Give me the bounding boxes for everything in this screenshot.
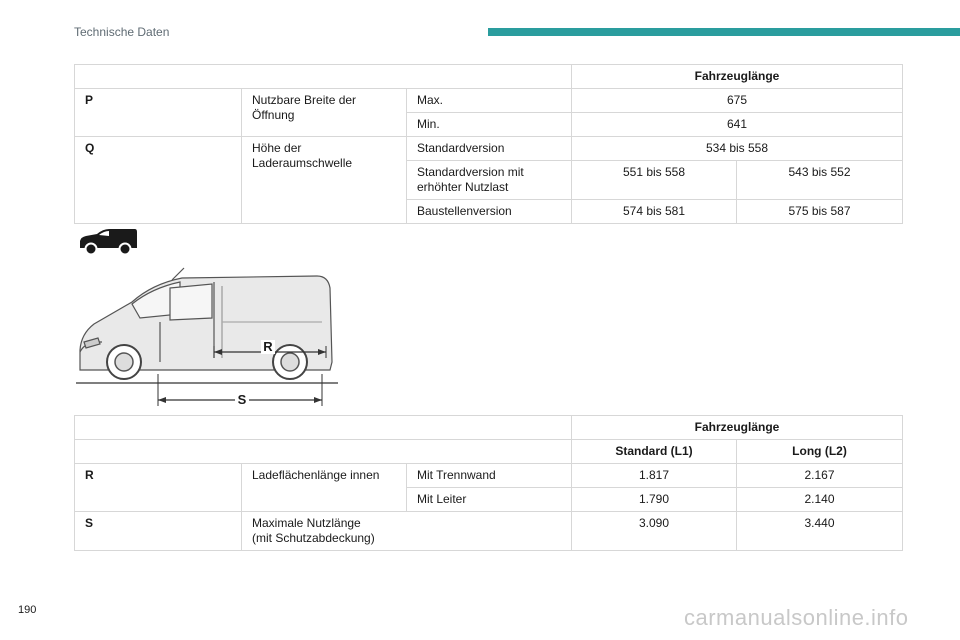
column-header-long: Long (L2) <box>737 440 903 464</box>
row-sublabel: Baustellenversion <box>407 200 572 224</box>
row-value: 551 bis 558 <box>572 161 737 200</box>
row-value: 3.090 <box>572 512 737 551</box>
row-label-line: Maximale Nutzlänge <box>252 516 361 530</box>
table-header-blank <box>75 65 572 89</box>
watermark: carmanualsonline.info <box>684 605 909 630</box>
row-code: R <box>75 464 242 512</box>
row-label: Höhe der Laderaumschwelle <box>242 137 407 224</box>
row-value: 3.440 <box>737 512 903 551</box>
table-header-vehicle-length: Fahrzeuglänge <box>572 65 903 89</box>
table-header-vehicle-length: Fahrzeuglänge <box>572 416 903 440</box>
table-row <box>75 512 903 551</box>
row-value: 575 bis 587 <box>737 200 903 224</box>
row-label: Ladeflächenlänge innen <box>242 464 407 512</box>
row-sublabel: Mit Trennwand <box>407 464 572 488</box>
row-label <box>242 512 572 551</box>
table-row <box>75 137 903 161</box>
page-number: 190 <box>18 604 37 616</box>
row-code: Q <box>75 137 242 224</box>
row-value: 1.817 <box>572 464 737 488</box>
row-value: 641 <box>572 113 903 137</box>
opening-dimensions-table <box>74 64 903 224</box>
table-header-blank <box>75 416 572 440</box>
van-icon <box>77 226 139 256</box>
dimension-label-r: R <box>263 339 273 354</box>
row-code: P <box>75 89 242 137</box>
row-sublabel: Standardversion <box>407 137 572 161</box>
row-sublabel: Mit Leiter <box>407 488 572 512</box>
row-value: 1.790 <box>572 488 737 512</box>
row-value: 2.140 <box>737 488 903 512</box>
dimension-label-s: S <box>237 392 247 407</box>
row-value: 2.167 <box>737 464 903 488</box>
row-value: 534 bis 558 <box>572 137 903 161</box>
column-header-standard: Standard (L1) <box>572 440 737 464</box>
row-sublabel: Min. <box>407 113 572 137</box>
row-value: 574 bis 581 <box>572 200 737 224</box>
van-side-view-drawing <box>72 262 342 408</box>
row-value: 675 <box>572 89 903 113</box>
table-row <box>75 464 903 488</box>
load-length-table <box>74 415 903 551</box>
row-label-line: (mit Schutzabdeckung) <box>252 531 375 545</box>
table-row <box>75 89 903 113</box>
section-title: Technische Daten <box>74 25 170 39</box>
row-label: Nutzbare Breite der Öffnung <box>242 89 407 137</box>
row-code: S <box>75 512 242 551</box>
table-header-blank <box>75 440 572 464</box>
row-sublabel: Standardversion mit erhöhter Nutzlast <box>407 161 572 200</box>
header-accent-bar <box>488 28 960 36</box>
row-sublabel: Max. <box>407 89 572 113</box>
row-value: 543 bis 552 <box>737 161 903 200</box>
